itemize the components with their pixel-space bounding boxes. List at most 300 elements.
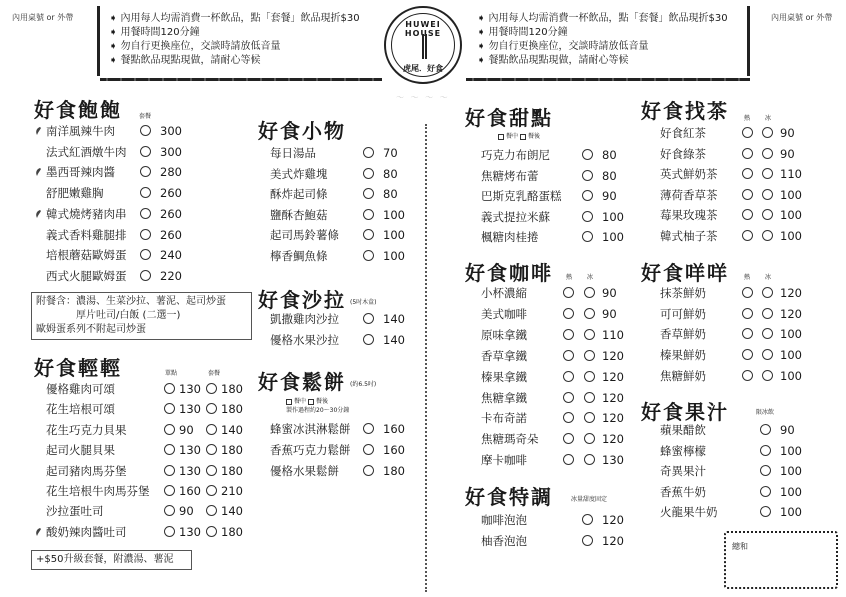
item-price: 100 [383,228,405,243]
logo [384,6,462,84]
order-checkbox[interactable] [760,424,771,435]
menu-item[interactable] [481,283,641,303]
item-price: 110 [602,327,624,342]
menu-item[interactable] [481,227,631,247]
order-checkbox[interactable] [760,465,771,476]
rice-sides-note [31,292,252,340]
menu-item[interactable] [270,143,420,163]
order-checkbox[interactable] [164,485,175,496]
item-price: 100 [780,443,802,458]
item-name: 英式鮮奶茶 [660,167,718,181]
juice-note: 限冰飲 [756,409,775,416]
item-name: 奇異果汁 [660,464,706,479]
item-price: 140 [383,312,405,326]
item-price: 160 [383,443,405,457]
order-checkbox[interactable] [762,168,773,179]
menu-item[interactable] [46,461,256,481]
section-title-light: 好食輕輕 [34,356,122,380]
order-checkbox[interactable] [762,349,773,360]
order-checkbox[interactable] [762,148,773,159]
menu-item[interactable] [46,481,256,501]
item-name: 檸香鯛魚條 [270,249,328,263]
tea-col-hot: 熱 [744,115,751,122]
order-checkbox[interactable] [584,392,595,403]
item-price: 90 [602,286,617,300]
order-checkbox[interactable] [742,328,753,339]
menu-item[interactable] [46,225,246,245]
menu-item[interactable] [481,346,641,366]
menu-item[interactable] [660,144,810,164]
item-name: 香草鮮奶 [660,327,706,342]
order-checkbox[interactable] [206,403,217,414]
item-name: 韓式柚子茶 [660,228,718,243]
item-price: 100 [602,209,624,224]
order-checkbox[interactable] [140,187,151,198]
menu-item[interactable] [660,123,810,143]
menu-item[interactable] [481,531,631,551]
order-checkbox[interactable] [206,424,217,435]
menu-item[interactable] [481,145,631,165]
menu-item[interactable] [481,186,631,206]
item-name: 香蕉巧克力鬆餅 [270,443,351,457]
order-checkbox[interactable] [582,149,593,160]
item-name: 卡布奇諾 [481,411,527,426]
item-name: 花生培根牛肉馬芬堡 [46,484,150,498]
section-title-juice: 好食果汁 [641,400,729,424]
menu-item[interactable] [660,366,810,386]
brush-line [466,78,750,81]
item-price: 180 [221,443,243,458]
item-price: 130 [602,453,624,468]
item-price: 100 [780,208,802,222]
menu-item[interactable] [46,245,246,265]
menu-item[interactable] [46,379,256,399]
item-price: 80 [602,168,617,183]
item-price: 90 [602,189,617,203]
item-name: 優格水果鬆餅 [270,464,339,478]
order-checkbox[interactable] [582,211,593,222]
rule-line: ➧ 勿自行更換座位，交談時請放低音量 [109,41,281,52]
order-checkbox[interactable] [363,188,374,199]
milk-col-hot: 熱 [744,274,751,281]
menu-item[interactable] [270,205,420,225]
menu-item[interactable] [481,166,631,186]
item-price: 180 [221,402,243,417]
total-label: 總和 [732,542,748,551]
order-checkbox[interactable] [206,526,217,537]
menu-item[interactable] [270,309,420,329]
order-checkbox[interactable] [584,287,595,298]
order-checkbox[interactable] [363,229,374,240]
item-price: 220 [160,268,182,283]
light-col-single: 單點 [165,370,178,377]
order-checkbox[interactable] [582,190,593,201]
order-checkbox[interactable] [742,370,753,381]
item-price: 100 [383,249,405,263]
item-price: 130 [179,382,201,396]
order-checkbox[interactable] [140,146,151,157]
item-price: 100 [780,187,802,202]
order-checkbox[interactable] [206,505,217,516]
rule-line: ➧ 餐點飲品現點現做，請耐心等候 [109,55,261,66]
item-name: 韓式燒烤豬肉串 [46,206,127,221]
chili-icon [34,527,42,537]
rules-left [109,12,365,68]
order-checkbox[interactable] [742,287,753,298]
menu-item[interactable] [660,345,810,365]
item-name: 墨西哥辣肉醬 [46,165,115,180]
item-name: 楓糖肉桂捲 [481,230,539,244]
item-price: 70 [383,146,398,160]
item-name: 蜂蜜檸檬 [660,443,706,458]
rule-line: ➧ 餐點飲品現點現做，請耐心等候 [477,55,629,66]
menu-item[interactable] [660,205,810,225]
section-title-tea: 好食找茶 [641,99,729,123]
item-name: 巴斯克乳酪蛋糕 [481,189,562,203]
menu-item[interactable] [46,440,256,460]
section-title-salad: 好食沙拉 (5吋木盒) [258,288,377,312]
order-checkbox[interactable] [762,287,773,298]
menu-item[interactable] [270,330,420,350]
menu-item[interactable] [660,283,810,303]
order-checkbox[interactable] [760,506,771,517]
item-name: 培根蘑菇歐姆蛋 [46,248,127,263]
divider-bar [97,6,100,76]
chili-icon [34,126,42,136]
item-name: 焦糖拿鐵 [481,390,527,405]
item-price: 160 [179,484,201,498]
upgrade-note: +$50升級套餐，附濃湯、薯泥 [31,550,192,570]
coffee-col-cold: 冰 [587,274,594,281]
menu-item[interactable] [481,304,641,324]
order-checkbox[interactable] [742,209,753,220]
order-checkbox[interactable] [762,189,773,200]
item-price: 100 [780,327,802,342]
section-title-coffee: 好食咖啡 [465,261,553,285]
order-checkbox[interactable] [563,287,574,298]
order-checkbox[interactable] [584,329,595,340]
item-name: 咖啡泡泡 [481,513,527,527]
item-price: 100 [602,230,624,244]
item-price: 100 [780,484,802,499]
order-checkbox[interactable] [140,208,151,219]
order-checkbox[interactable] [760,445,771,456]
item-price: 80 [383,166,398,181]
order-checkbox[interactable] [363,423,374,434]
item-price: 120 [780,286,802,300]
milk-col-cold: 冰 [765,274,772,281]
item-price: 90 [179,422,194,437]
light-col-set: 套餐 [208,370,221,377]
menu-item[interactable] [46,162,246,182]
order-checkbox[interactable] [140,166,151,177]
item-name: 優格水果沙拉 [270,333,339,347]
order-checkbox[interactable] [363,168,374,179]
menu-item[interactable] [660,461,810,481]
item-price: 80 [383,187,398,202]
order-checkbox[interactable] [563,371,574,382]
item-name: 南洋風辣牛肉 [46,124,115,138]
divider-bar [747,6,750,76]
order-checkbox[interactable] [584,350,595,361]
item-price: 130 [179,443,201,458]
item-name: 香草拿鐵 [481,348,527,363]
item-price: 120 [780,306,802,321]
note-line: 歐姆蛋系列不附起司炒蛋 [36,324,146,335]
chili-icon [34,167,42,177]
order-checkbox[interactable] [563,454,574,465]
order-checkbox[interactable] [140,270,151,281]
item-price: 140 [221,504,243,519]
order-checkbox[interactable] [363,250,374,261]
item-name: 焦糖鮮奶 [660,368,706,383]
item-price: 260 [160,206,182,221]
order-checkbox[interactable] [140,125,151,136]
order-checkbox[interactable] [762,127,773,138]
menu-item[interactable] [481,207,631,227]
order-checkbox[interactable] [742,189,753,200]
item-name: 薄荷香草茶 [660,187,718,202]
order-checkbox[interactable] [140,249,151,260]
menu-item[interactable] [46,183,246,203]
waffle-timing-options[interactable]: 餐中 餐後 [286,396,328,405]
menu-item[interactable] [270,184,420,204]
order-checkbox[interactable] [206,444,217,455]
order-checkbox[interactable] [563,350,574,361]
item-price: 100 [780,348,802,363]
item-name: 酥炸起司條 [270,187,328,202]
item-price: 90 [780,423,795,437]
item-name: 柚香泡泡 [481,534,527,548]
item-price: 100 [780,368,802,383]
menu-item[interactable] [481,367,641,387]
chili-icon [34,209,42,219]
order-checkbox[interactable] [206,465,217,476]
order-checkbox[interactable] [164,444,175,455]
item-price: 120 [602,513,624,527]
order-checkbox[interactable] [762,370,773,381]
order-checkbox[interactable] [363,147,374,158]
order-checkbox[interactable] [363,444,374,455]
item-price: 110 [780,167,802,181]
order-checkbox[interactable] [164,424,175,435]
order-checkbox[interactable] [563,412,574,423]
menu-item[interactable] [481,450,641,470]
menu-item[interactable] [481,325,641,345]
item-price: 300 [160,144,182,159]
item-name: 摩卡咖啡 [481,453,527,468]
item-name: 法式紅酒燉牛肉 [46,144,127,159]
menu-item[interactable] [270,419,420,439]
item-name: 起司火腿貝果 [46,443,115,458]
order-checkbox[interactable] [762,328,773,339]
order-checkbox[interactable] [582,231,593,242]
item-price: 120 [602,390,624,405]
section-title-waffle: 好食鬆餅 (約6.5吋) [258,370,377,394]
item-price: 120 [602,348,624,363]
menu-item[interactable] [46,142,246,162]
item-price: 90 [179,504,194,519]
menu-item[interactable] [46,420,256,440]
note-line: 附餐含：濃湯、生菜沙拉、薯泥、起司炒蛋 [36,296,226,307]
order-checkbox[interactable] [164,383,175,394]
order-checkbox[interactable] [363,465,374,476]
item-name: 舒肥嫩雞胸 [46,186,104,201]
order-checkbox[interactable] [206,485,217,496]
order-checkbox[interactable] [563,392,574,403]
item-name: 沙拉蛋吐司 [46,504,104,519]
item-name: 焦糖瑪奇朵 [481,432,539,447]
order-checkbox[interactable] [762,209,773,220]
item-name: 蜂蜜冰淇淋鬆餅 [270,422,351,436]
rice-col-set: 套餐 [139,113,152,120]
order-checkbox[interactable] [584,371,595,382]
menu-item[interactable] [270,440,420,460]
item-price: 100 [383,207,405,222]
item-name: 好食紅茶 [660,126,706,140]
item-name: 起司馬鈴薯條 [270,228,339,243]
menu-item[interactable] [46,399,256,419]
item-name: 榛果拿鐵 [481,369,527,384]
order-checkbox[interactable] [742,230,753,241]
order-checkbox[interactable] [206,383,217,394]
order-checkbox[interactable] [363,313,374,324]
order-checkbox[interactable] [363,209,374,220]
item-price: 120 [602,432,624,447]
rule-line: ➧ 內用每人均需消費一杯飲品，點「套餐」飲品現折$30 [477,13,728,24]
order-checkbox[interactable] [363,334,374,345]
order-checkbox[interactable] [742,308,753,319]
order-checkbox[interactable] [742,349,753,360]
order-checkbox[interactable] [563,308,574,319]
logo-top-text: HUWEI HOUSE [404,20,442,38]
item-name: 凱撒雞肉沙拉 [270,312,339,326]
item-name: 可可鮮奶 [660,306,706,321]
table-note-left: 內用桌號 or 外帶 [12,13,74,22]
menu-item[interactable] [660,226,810,246]
item-name: 美式咖啡 [481,306,527,321]
section-title-dessert: 好食甜點 [465,106,553,130]
dessert-timing-options[interactable]: 餐中 餐後 [498,131,540,140]
item-price: 100 [780,505,802,520]
order-checkbox[interactable] [742,168,753,179]
total-box[interactable] [724,531,838,589]
item-price: 180 [221,382,243,396]
order-checkbox[interactable] [164,526,175,537]
rules-right [477,12,733,68]
order-checkbox[interactable] [582,514,593,525]
order-checkbox[interactable] [584,308,595,319]
menu-item[interactable] [270,246,420,266]
order-checkbox[interactable] [582,535,593,546]
item-price: 100 [780,228,802,243]
item-name: 鹽酥杏鮑菇 [270,207,328,222]
menu-item[interactable] [660,164,810,184]
menu-item[interactable] [660,502,810,522]
item-name: 原味拿鐵 [481,327,527,342]
menu-item[interactable] [46,522,256,542]
menu-item[interactable] [481,429,641,449]
tea-col-cold: 冰 [765,115,772,122]
menu-item[interactable] [660,420,810,440]
item-price: 90 [780,126,795,140]
item-name: 義式提拉米蘇 [481,209,550,224]
item-price: 130 [179,524,201,539]
order-checkbox[interactable] [563,329,574,340]
item-price: 120 [602,534,624,548]
item-price: 180 [221,524,243,539]
menu-item[interactable] [46,204,246,224]
order-checkbox[interactable] [584,412,595,423]
menu-item[interactable] [481,388,641,408]
item-name: 起司豬肉馬芬堡 [46,463,127,478]
menu-item[interactable] [660,304,810,324]
item-price: 300 [160,124,182,138]
menu-item[interactable] [660,185,810,205]
item-name: 抹茶鮮奶 [660,286,706,300]
order-checkbox[interactable] [140,229,151,240]
item-name: 義式香料雞腿排 [46,227,127,242]
order-checkbox[interactable] [563,433,574,444]
item-name: 酸奶辣肉醬吐司 [46,524,127,539]
item-price: 260 [160,186,182,201]
order-checkbox[interactable] [742,127,753,138]
order-checkbox[interactable] [762,230,773,241]
item-price: 180 [221,463,243,478]
menu-item[interactable] [660,482,810,502]
item-price: 160 [383,422,405,436]
item-price: 90 [602,306,617,321]
item-name: 每日湯品 [270,146,316,160]
logo-bottom-text: 虎尾．好食 [403,64,443,73]
menu-item[interactable] [270,164,420,184]
menu-item[interactable] [660,324,810,344]
item-price: 260 [160,227,182,242]
item-name: 好食綠茶 [660,146,706,161]
order-checkbox[interactable] [164,505,175,516]
menu-item[interactable] [270,225,420,245]
order-checkbox[interactable] [584,433,595,444]
order-checkbox[interactable] [584,454,595,465]
menu-item[interactable] [481,510,631,530]
menu-item[interactable] [481,408,641,428]
menu-item[interactable] [270,461,420,481]
menu-item[interactable] [660,441,810,461]
menu-item[interactable] [46,501,256,521]
item-name: 火龍果牛奶 [660,505,718,520]
coffee-col-hot: 熱 [566,274,573,281]
order-checkbox[interactable] [582,170,593,181]
item-name: 莓果玫瑰茶 [660,208,718,222]
order-checkbox[interactable] [742,148,753,159]
order-checkbox[interactable] [762,308,773,319]
menu-item[interactable] [46,266,246,286]
order-checkbox[interactable] [164,403,175,414]
rule-line: ➧ 勿自行更換座位，交談時請放低音量 [477,41,649,52]
item-price: 80 [602,148,617,162]
special-note: 冰量甜度固定 [571,496,608,503]
item-price: 90 [780,146,795,161]
order-checkbox[interactable] [164,465,175,476]
section-title-special: 好食特調 [465,485,553,509]
section-title-rice: 好食飽飽 [34,98,122,122]
menu-item[interactable] [46,121,246,141]
rule-line: ➧ 用餐時間120分鐘 [109,27,200,38]
column-divider [425,124,427,592]
section-title-milk: 好食咩咩 [641,261,729,285]
order-checkbox[interactable] [760,486,771,497]
rule-line: ➧ 用餐時間120分鐘 [477,27,568,38]
